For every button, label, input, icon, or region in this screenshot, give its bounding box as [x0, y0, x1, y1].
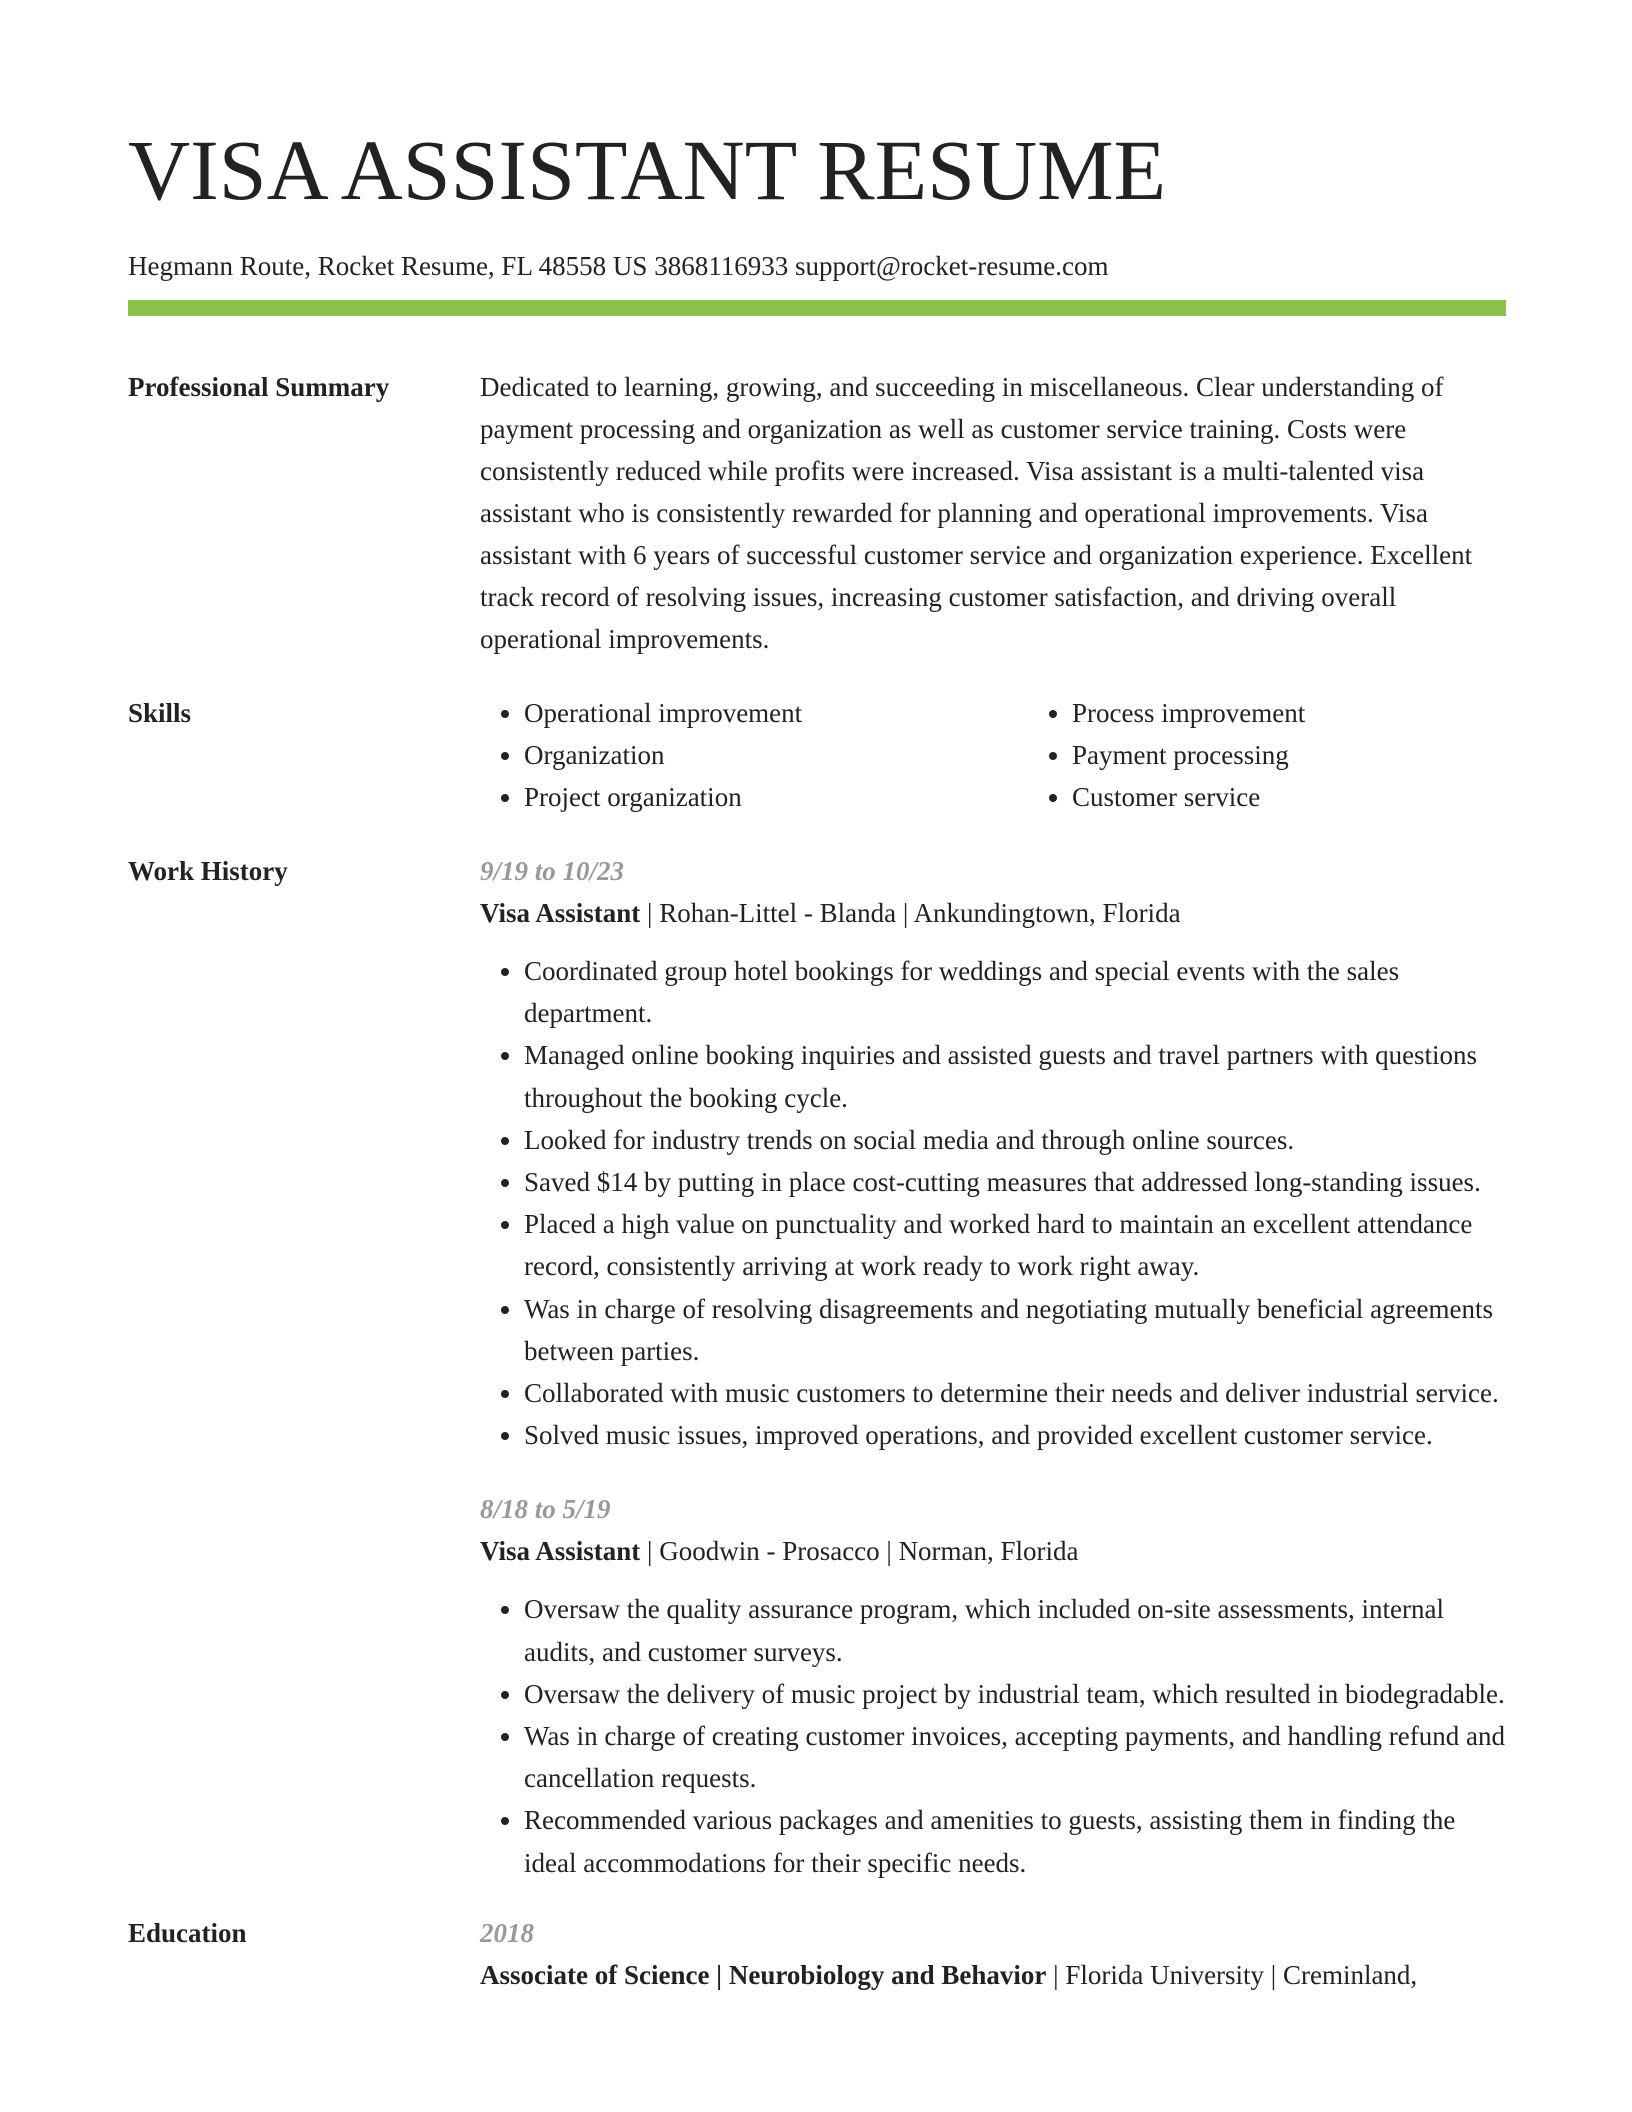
education-year: 2018 — [480, 1917, 534, 1948]
skills-grid — [480, 692, 1576, 818]
job-bullets — [480, 1588, 1506, 1883]
job-title-line — [480, 1530, 1506, 1572]
job-bullet: • Oversaw the quality assurance program, which included on-site assessments, internal audits, and customer surveys. — [524, 1588, 1506, 1672]
job-entry — [480, 1488, 1506, 1883]
job-bullet: • Oversaw the delivery of music project by industrial team, which resulted in biodegradable. — [524, 1673, 1506, 1715]
job-dates: 9/19 to 10/23 — [480, 856, 625, 886]
skill-item: • Payment processing — [1072, 734, 1576, 776]
job-dates: 8/18 to 5/19 — [480, 1494, 611, 1525]
job-title: Visa Assistant — [480, 898, 641, 928]
job-bullet: • Recommended various packages and amenities to guests, assisting them in finding the ideal accommodations for their specific needs. — [524, 1799, 1506, 1883]
skill-item: • Process improvement — [1072, 692, 1576, 734]
job-title: Visa Assistant — [480, 1536, 641, 1567]
education-degree: Associate of Science | Neurobiology and Behavior — [480, 1959, 1047, 1990]
job-bullet: • Was in charge of resolving disagreements and negotiating mutually beneficial agreements between parties. — [524, 1288, 1506, 1372]
job-bullet: • Placed a high value on punctuality and worked hard to maintain an excellent attendance record, consistently arriving at work ready to work right away. — [524, 1203, 1506, 1287]
job-details: | Goodwin - Prosacco | Norman, Florida — [640, 1536, 1079, 1567]
summary-heading: Professional Summary — [128, 372, 390, 402]
job-bullets — [480, 950, 1506, 1456]
skills-column-left — [480, 692, 1028, 818]
job-bullet: • Saved $14 by putting in place cost-cutting measures that addressed long-standing issues. — [524, 1161, 1506, 1203]
skill-item: • Project organization — [524, 776, 1028, 818]
skills-heading: Skills — [128, 698, 192, 728]
job-bullet: • Collaborated with music customers to determine their needs and deliver industrial service. — [524, 1372, 1506, 1414]
resume-title: VISA ASSISTANT RESUME — [128, 122, 1167, 218]
skill-item: • Customer service — [1072, 776, 1576, 818]
summary-text: Dedicated to learning, growing, and succeeding in miscellaneous. Clear understanding of payment processing and organization as well as customer service training. Costs were consistently reduced while profits were increased. Visa assistant is a multi-talented visa assistant who is consistently rewarded for planning and operational improvements. Visa assistant with 6 years of successful customer service and organization experience. Excellent track record of resolving issues, increasing customer satisfaction, and driving overall operational improvements. — [480, 372, 1473, 654]
job-details: | Rohan-Littel - Blanda | Ankundingtown, Florida — [640, 898, 1181, 928]
job-bullet: • Solved music issues, improved operations, and provided excellent customer service. — [524, 1414, 1506, 1456]
skill-item: • Operational improvement — [524, 692, 1028, 734]
contact-line: Hegmann Route, Rocket Resume, FL 48558 US 3868116933 support@rocket-resume.com — [128, 251, 1109, 281]
education-details: | Florida University | Creminland, — [1046, 1959, 1418, 1990]
work-history-section — [128, 850, 1506, 1884]
job-bullet: • Looked for industry trends on social media and through online sources. — [524, 1119, 1506, 1161]
skill-item: • Organization — [524, 734, 1028, 776]
job-bullet: • Managed online booking inquiries and assisted guests and travel partners with questions throughout the booking cycle. — [524, 1034, 1506, 1118]
education-section — [128, 1912, 1506, 1996]
education-line — [480, 1954, 1506, 1996]
job-title-line — [480, 892, 1506, 934]
accent-divider — [128, 300, 1506, 316]
skills-body — [480, 692, 1576, 818]
job-bullet: • Was in charge of creating customer invoices, accepting payments, and handling refund and cancellation requests. — [524, 1715, 1506, 1799]
education-body — [480, 1912, 1506, 1996]
work-history-body — [480, 850, 1506, 1884]
job-bullet: • Coordinated group hotel bookings for weddings and special events with the sales department. — [524, 950, 1506, 1034]
work-history-heading: Work History — [128, 856, 288, 886]
summary-section — [128, 366, 1506, 660]
skills-section — [128, 692, 1506, 818]
resume-page — [128, 0, 1506, 1996]
education-heading: Education — [128, 1917, 247, 1948]
skills-column-right — [1028, 692, 1576, 818]
job-entry — [480, 850, 1506, 1456]
